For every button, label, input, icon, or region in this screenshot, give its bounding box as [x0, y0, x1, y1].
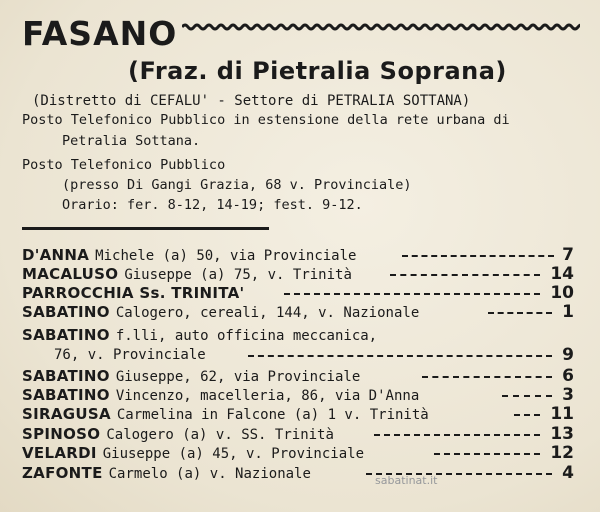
- phone-number: 12: [550, 443, 574, 463]
- phone-number: 1: [562, 302, 574, 322]
- leader-dots: [422, 376, 552, 380]
- phone-number: 10: [550, 283, 574, 303]
- leader-dots: [248, 355, 552, 359]
- leader-dots: [514, 414, 540, 418]
- district-line: (Distretto di CEFALU' - Settore di PETRALIA SOTTANA): [32, 93, 471, 109]
- list-item: SABATINO Calogero, cereali, 144, v. Nazionale 1: [22, 302, 574, 322]
- info-line-1: Posto Telefonico Pubblico in estensione della rete urbana di: [22, 112, 510, 128]
- list-item: VELARDI Giuseppe (a) 45, v. Provinciale 12: [22, 443, 574, 463]
- list-item: SABATINO Giuseppe, 62, via Provinciale 6: [22, 366, 574, 386]
- wavy-rule: [182, 20, 580, 34]
- leader-dots: [502, 395, 552, 399]
- phone-number: 7: [562, 245, 574, 265]
- frazione-heading: (Fraz. di Pietralia Soprana): [128, 57, 507, 85]
- list-item: MACALUSO Giuseppe (a) 75, v. Trinità 14: [22, 264, 574, 284]
- info-line-3: Posto Telefonico Pubblico: [22, 157, 226, 173]
- title-row: [22, 14, 592, 54]
- phone-number: 9: [562, 345, 574, 365]
- list-item: SPINOSO Calogero (a) v. SS. Trinità 13: [22, 424, 574, 444]
- watermark: sabatinat.it: [375, 474, 438, 487]
- phone-number: 11: [550, 404, 574, 424]
- phone-number: 13: [550, 424, 574, 444]
- leader-dots: [284, 293, 540, 297]
- phone-number: 3: [562, 385, 574, 405]
- list-item: SABATINO Vincenzo, macelleria, 86, via D'Anna 3: [22, 385, 574, 405]
- list-item: D'ANNA Michele (a) 50, via Provinciale 7: [22, 245, 574, 265]
- phone-number: 4: [562, 463, 574, 483]
- leader-dots: [402, 255, 554, 259]
- leader-dots: [488, 312, 552, 316]
- leader-dots: [434, 453, 540, 457]
- list-item-continuation: 76, v. Provinciale 9: [54, 345, 574, 365]
- phone-number: 14: [550, 264, 574, 284]
- leader-dots: [390, 274, 540, 278]
- list-item: ZAFONTE Carmelo (a) v. Nazionale 4: [22, 463, 574, 483]
- list-item: SIRAGUSA Carmelina in Falcone (a) 1 v. Trinità 11: [22, 404, 574, 424]
- place-name: FASANO: [22, 14, 178, 53]
- list-item: PARROCCHIA Ss. TRINITA' 10: [22, 283, 574, 303]
- leader-dots: [374, 434, 540, 438]
- info-line-4: (presso Di Gangi Grazia, 68 v. Provinciale): [62, 177, 412, 193]
- phone-number: 6: [562, 366, 574, 386]
- info-line-2: Petralia Sottana.: [62, 133, 201, 149]
- section-divider: [22, 227, 269, 230]
- info-line-5: Orario: fer. 8-12, 14-19; fest. 9-12.: [62, 197, 363, 213]
- list-item: SABATINO f.lli, auto officina meccanica,: [22, 326, 378, 344]
